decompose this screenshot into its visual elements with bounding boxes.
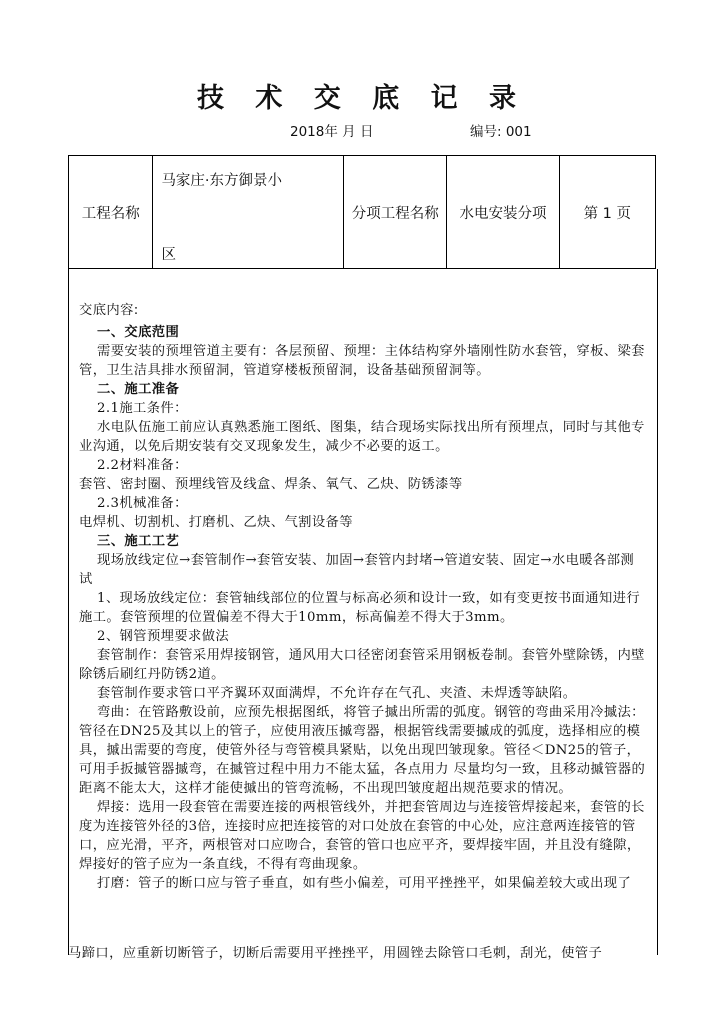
paragraph: 打磨：管子的断口应与管子垂直，如有些小偏差，可用平挫挫平，如果偏差较大或出现了 (97, 876, 632, 891)
overflow-line: 马蹄口，应重新切断管子，切断后需要用平挫挫平，用圆锉去除管口毛刺，刮光，使管子 (68, 946, 603, 961)
project-name-bottom: 区 (161, 247, 176, 263)
section-heading: 一、交底范围 (97, 325, 180, 340)
subheading: 2.3机械准备： (97, 496, 188, 511)
paragraph: 1、现场放线定位：套管轴线部位的位置与标高必须和设计一致，如有变更按书面通知进行施工。套管预埋的位置偏差不得大于10mm，标高偏差不得大于3mm。 (79, 591, 641, 625)
paragraph: 套管制作要求管口平齐翼环双面满焊，不允许存在气孔、夹渣、未焊透等缺陷。 (97, 686, 577, 701)
project-name-top: 马家庄·东方御景小 (161, 173, 283, 189)
paragraph: 弯曲：在管路敷设前，应预先根据图纸，将管子摵出所需的弧度。钢管的弯曲采用冷摵法：管径在DN25及其以上的管子，应使用液压摵弯器，根据管线需要摵成的弧度，选择相应的模具，摵出需要的弯度，使管外径与弯管模具紧贴，以免出现凹皱现象。管径＜DN25的管子，可用手扳摵管器摵弯，在摵管过程中用力不能太猛，各点用力 尽量均匀一致，且移动摵管器的距离不能太大，这样才能使摵出的管弯流畅，不出现凹皱度超出规范要求的情况。 (79, 705, 646, 796)
paragraph: 现场放线定位→套管制作→套管安装、加固→套管内封堵→管道安装、固定→水电暖各部测试 (79, 553, 635, 587)
date-field: 2018年 月 日 (290, 124, 374, 140)
paragraph: 需要安装的预埋管道主要有：各层预留、预埋：主体结构穿外墙刚性防水套管，穿板、梁套管，卫生洁具排水预留洞，管道穿楼板预留洞，设备基础预留洞等。 (79, 344, 645, 378)
subheading: 2.1施工条件： (97, 401, 188, 416)
document-title: 技 术 交 底 记 录 (197, 83, 527, 114)
info-table (68, 155, 656, 269)
subheading: 2.2材料准备： (97, 458, 188, 473)
sub-value: 水电安装分项 (447, 156, 559, 269)
paragraph: 套管、密封圈、预埋线管及线盒、焊条、氧气、乙炔、防锈漆等 (79, 477, 463, 492)
paragraph: 2、钢管预埋要求做法 (97, 629, 230, 644)
project-label: 工程名称 (69, 156, 153, 269)
content-box (68, 269, 658, 955)
content-label: 交底内容: (79, 303, 139, 318)
info-row (69, 156, 656, 269)
paragraph: 焊接：选用一段套管在需要连接的两根管线外，并把套管周边与连接管焊接起来，套管的长度为连接管外径的3倍，连接时应把连接管的对口处放在套管的中心处，应注意两连接管的管口，应光滑，平齐，两根管对口应吻合，套管的管口也应平齐，要焊接牢固，并且没有缝隙，焊接好的管子应为一条直线，不得有弯曲现象。 (79, 800, 645, 872)
paragraph: 水电队伍施工前应认真熟悉施工图纸、图集，结合现场实际找出所有预埋点，同时与其他专业沟通，以免后期安装有交叉现象发生，减少不必要的返工。 (79, 420, 645, 454)
paragraph: 套管制作：套管采用焊接钢管，通风用大口径密闭套管采用钢板卷制。套管外壁除锈，内壁除锈后刷红丹防锈2道。 (79, 648, 645, 682)
page-number: 第 1 页 (559, 156, 655, 269)
project-name-cell (153, 156, 344, 269)
paragraph: 电焊机、切割机、打磨机、乙炔、气割设备等 (79, 515, 353, 530)
serial-number: 编号: 001 (470, 124, 532, 140)
section-heading: 二、施工准备 (97, 382, 180, 397)
sub-label: 分项工程名称 (344, 156, 447, 269)
section-heading: 三、施工工艺 (97, 534, 180, 549)
